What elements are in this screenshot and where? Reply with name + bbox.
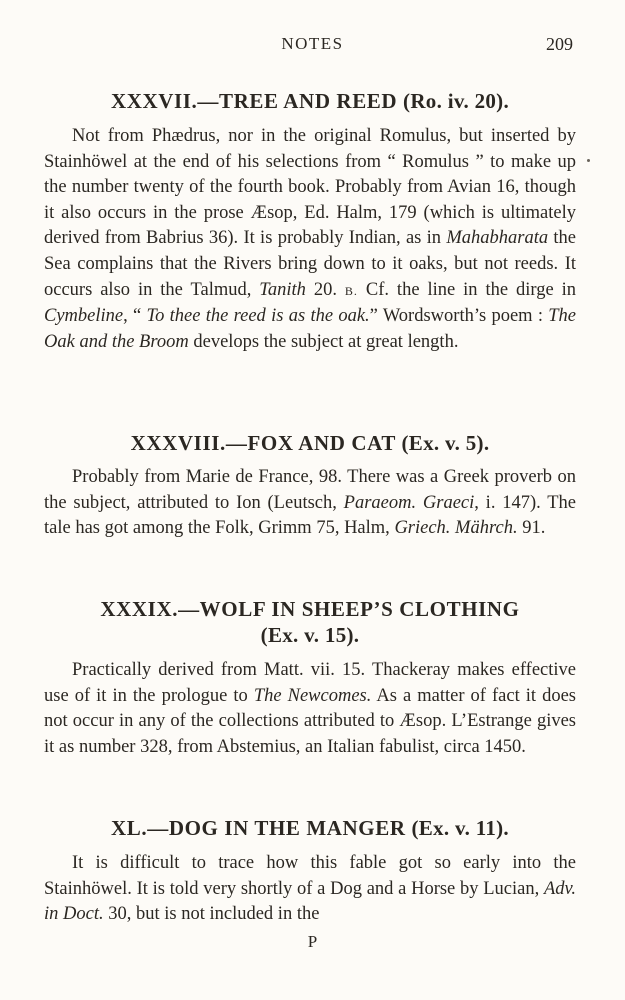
section-title: XXXIX.—WOLF IN SHEEP’S CLOTHING [100, 597, 520, 621]
body-text: , “ [123, 306, 147, 327]
body-text: 30, but is not included in the [103, 904, 320, 925]
body-text: 20. [305, 279, 345, 300]
note-section [44, 430, 576, 542]
section-title: XXXVIII.—FOX AND CAT [130, 431, 396, 455]
body-text: , i. 147). The tale has got among the Folk, Grimm 75, Halm, [44, 492, 576, 539]
section-title: XXXVII.—TREE AND REED [110, 89, 398, 113]
section-reference: (Ro. iv. 20). [403, 89, 510, 113]
section-reference: (Ex. v. 11). [411, 816, 509, 840]
italic-title: The Oak and the Broom [44, 306, 576, 352]
section-reference: (Ex. v. 5). [401, 431, 490, 455]
signature-mark: P [307, 932, 318, 951]
running-title: NOTES [281, 34, 344, 53]
italic-title: Cymbeline [44, 306, 124, 327]
page-number: 209 [546, 34, 573, 54]
small-caps-text: B. [344, 283, 358, 298]
body-text: Cf. the line in the dirge in [357, 279, 577, 300]
body-text: As a matter of fact it does not occur in any of the collections attributed to Æsop. L’Estrange gives it as number 328, from Abstemius, an Italian fabulist, circa 1450. [44, 685, 576, 757]
body-text: Probably from Marie de France, 98. There was a Greek proverb on the subject, attributed to Ion (Leutsch, [44, 467, 576, 513]
section-body [44, 124, 576, 355]
italic-title: Tanith [259, 279, 306, 300]
body-text: Practically derived from Matt. vii. 15. Thackeray makes effective use of it in the prologue to [44, 660, 576, 706]
section-body [44, 465, 576, 542]
body-text: 91. [517, 518, 546, 539]
body-text: develops the subject at great length. [188, 331, 459, 352]
body-text: Not from Phædrus, nor in the original Romulus, but inserted by Stainhöwel at the end of his selections from “ Romulus ” to make up the number twenty of the fourth book. Probably from Avian 16, though it also occurs in the prose Æsop, Ed. Halm, 179 (which is ultimately derived from Babrius 36). It is probably Indian, as in [44, 126, 576, 249]
italic-title: Mahabharata [446, 228, 549, 249]
section-body [44, 658, 576, 760]
italic-title: The Newcomes. [253, 685, 372, 706]
note-section [44, 596, 576, 760]
note-section [44, 815, 576, 928]
margin-mark [587, 159, 590, 162]
section-title: XL.—DOG IN THE MANGER [111, 816, 406, 840]
body-text: It is difficult to trace how this fable got so early into the Stainhöwel. It is told very shortly of a Dog and a Horse by Lucian, [44, 853, 576, 899]
running-head [0, 34, 625, 58]
section-heading [44, 815, 576, 841]
section-heading [44, 88, 576, 114]
italic-title: To thee the reed is as the oak. [146, 306, 370, 327]
section-reference: (Ex. v. 15). [260, 623, 360, 647]
section-heading [44, 596, 576, 648]
italic-title: Paraeom. Graeci [343, 492, 475, 513]
section-body [44, 851, 576, 928]
italic-title: Griech. Mährch. [394, 518, 518, 539]
body-text: the Sea complains that the Rivers bring down to it oaks, but not reeds. It occurs also in the Talmud, [44, 228, 576, 300]
italic-title: Adv. in Doct. [44, 878, 576, 925]
section-heading [44, 430, 576, 456]
note-section [44, 88, 576, 355]
body-text: ” Wordsworth’s poem : [369, 306, 549, 327]
